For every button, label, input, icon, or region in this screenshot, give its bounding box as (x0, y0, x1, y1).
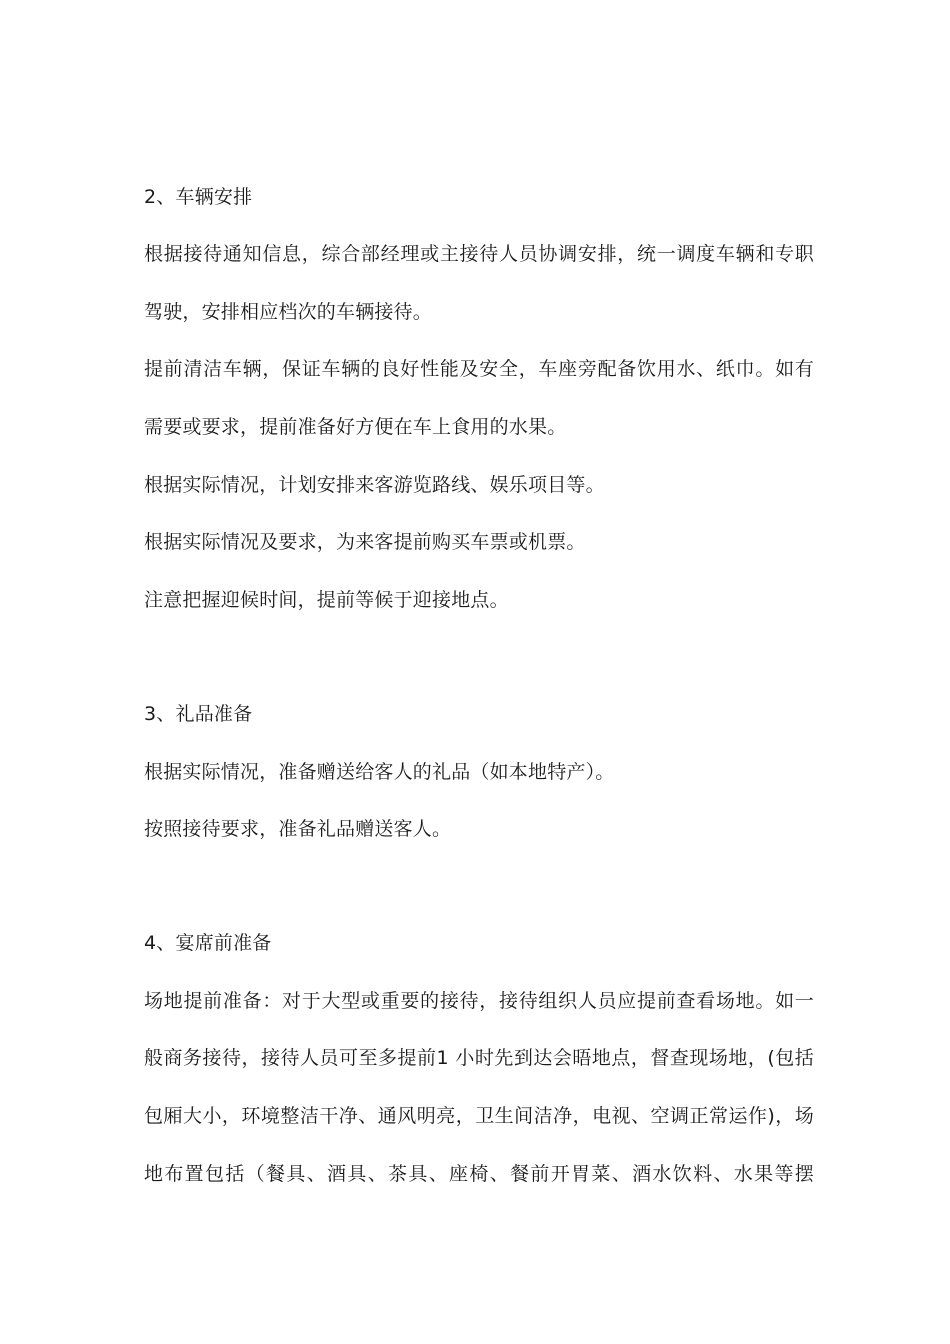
section-heading-vehicle: 2、车辆安排 (144, 186, 253, 208)
paragraph-line: 按照接待要求，准备礼品赠送客人。 (144, 818, 452, 840)
paragraph-line: 地布置包括（餐具、酒具、茶具、座椅、餐前开胃菜、酒水饮料、水果等摆 (144, 1163, 814, 1185)
paragraph-line: 根据实际情况，准备赠送给客人的礼品（如本地特产）。 (144, 761, 615, 783)
paragraph-line: 包厢大小，环境整洁干净、通风明亮，卫生间洁净，电视、空调正常运作)，场 (144, 1105, 814, 1127)
paragraph-line: 驾驶，安排相应档次的车辆接待。 (144, 301, 433, 323)
paragraph-line: 根据接待通知信息，综合部经理或主接待人员协调安排，统一调度车辆和专职 (144, 243, 814, 265)
paragraph-line: 提前清洁车辆，保证车辆的良好性能及安全，车座旁配备饮用水、纸巾。如有 (144, 358, 814, 380)
paragraph-line: 般商务接待，接待人员可至多提前1 小时先到达会晤地点，督查现场地，(包括 (144, 1047, 814, 1069)
section-heading-banquet: 4、宴席前准备 (144, 932, 272, 954)
paragraph-line: 需要或要求，提前准备好方便在车上食用的水果。 (144, 416, 567, 438)
paragraph-line: 根据实际情况，计划安排来客游览路线、娱乐项目等。 (144, 474, 605, 496)
paragraph-line: 场地提前准备：对于大型或重要的接待，接待组织人员应提前查看场地。如一 (144, 990, 814, 1012)
paragraph-line: 注意把握迎候时间，提前等候于迎接地点。 (144, 589, 509, 611)
paragraph-line: 根据实际情况及要求，为来客提前购买车票或机票。 (144, 531, 586, 553)
section-heading-gifts: 3、礼品准备 (144, 703, 253, 725)
